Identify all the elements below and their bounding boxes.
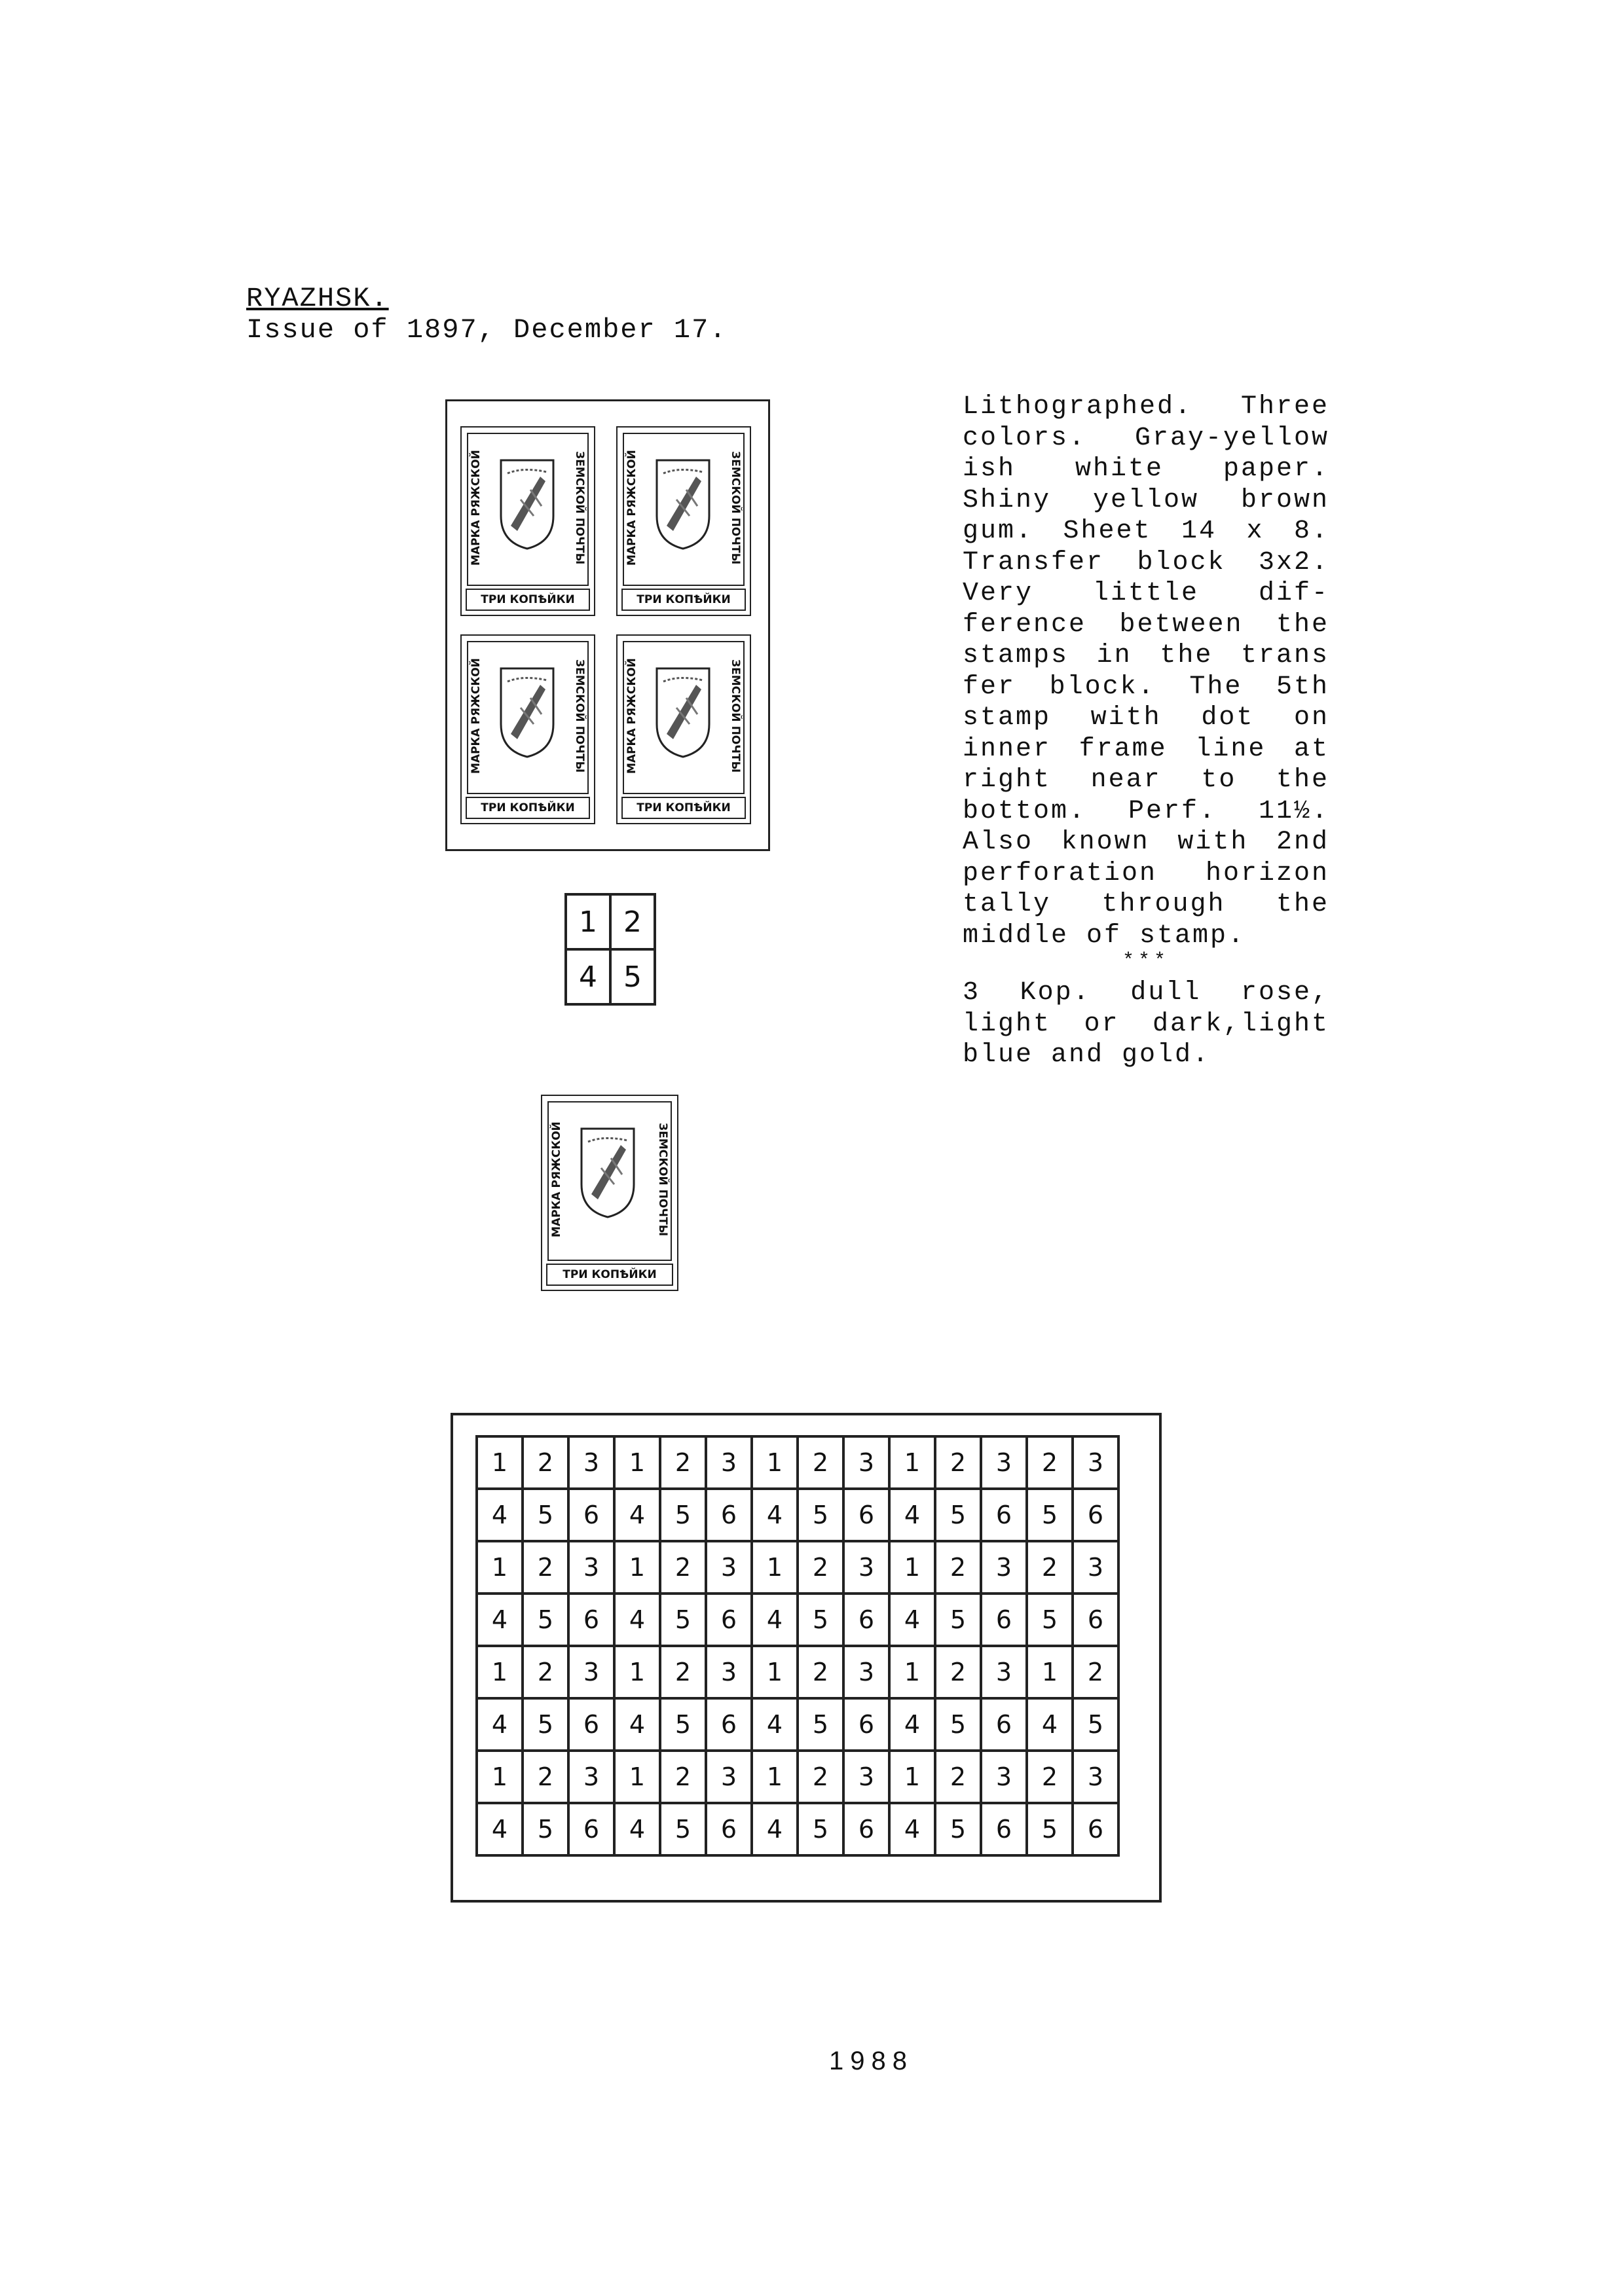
description-line: stamp with dot on: [963, 703, 1329, 733]
sheet-cell: 3: [706, 1646, 752, 1698]
stamp-image: [616, 634, 751, 824]
sheet-cell: 2: [1027, 1541, 1073, 1594]
stamp-image: [616, 426, 751, 616]
description-line: Lithographed. Three: [963, 392, 1329, 422]
sheet-cell: 2: [935, 1436, 981, 1489]
sheet-cell: 1: [614, 1646, 660, 1698]
sheet-cell: 2: [660, 1751, 706, 1803]
table-row: [477, 1803, 1118, 1855]
sheet-cell: 1: [477, 1436, 523, 1489]
coat-of-arms-icon: [494, 454, 560, 552]
sheet-cell: 1: [614, 1541, 660, 1594]
coat-of-arms-icon: [494, 662, 560, 760]
sheet-cell: 6: [568, 1489, 614, 1541]
sheet-cell: 5: [798, 1803, 843, 1855]
description-line: inner frame line at: [963, 734, 1329, 764]
description-line: Transfer block 3x2.: [963, 547, 1329, 577]
table-row: [477, 1489, 1118, 1541]
sheet-cell: 6: [706, 1803, 752, 1855]
table-row: [477, 1594, 1118, 1646]
stamp-block-of-four: [445, 399, 770, 851]
sheet-cell: 3: [706, 1436, 752, 1489]
sheet-cell: 4: [614, 1803, 660, 1855]
coat-of-arms-icon: [650, 454, 716, 552]
sheet-cell: 1: [889, 1646, 935, 1698]
sheet-cell: 3: [981, 1646, 1027, 1698]
sheet-cell: 6: [843, 1698, 889, 1751]
sheet-cell: 6: [981, 1698, 1027, 1751]
sheet-cell: 5: [935, 1803, 981, 1855]
sheet-cell: 6: [568, 1594, 614, 1646]
sheet-cell: 2: [1027, 1436, 1073, 1489]
page-heading: [246, 283, 728, 346]
sheet-cell: 2: [798, 1541, 843, 1594]
sheet-cell: 5: [935, 1489, 981, 1541]
description-line: tally through the: [963, 890, 1329, 919]
sheet-cell: 5: [1027, 1489, 1073, 1541]
sheet-cell: 6: [568, 1803, 614, 1855]
sheet-cell: 1: [614, 1436, 660, 1489]
sheet-cell: 5: [798, 1698, 843, 1751]
sheet-cell: 2: [935, 1751, 981, 1803]
sheet-cell: 3: [843, 1751, 889, 1803]
sheet-layout-diagram: [451, 1413, 1162, 1903]
sheet-cell: 5: [660, 1698, 706, 1751]
sheet-cell: 3: [843, 1436, 889, 1489]
description-line: colors. Gray-yellow: [963, 423, 1329, 453]
stamp-value-text: ТРИ КОПѢЙКИ: [621, 589, 746, 611]
sheet-cell: 1: [477, 1646, 523, 1698]
sheet-cell: 1: [889, 1751, 935, 1803]
table-row: [477, 1541, 1118, 1594]
sheet-cell: 2: [523, 1436, 568, 1489]
color-line: blue and gold.: [963, 1040, 1211, 1070]
sheet-cell: 5: [798, 1489, 843, 1541]
sheet-cell: 2: [660, 1646, 706, 1698]
sheet-cell: 3: [1073, 1751, 1118, 1803]
table-row: [477, 1646, 1118, 1698]
sheet-cell: 5: [1073, 1698, 1118, 1751]
sheet-cell: 6: [568, 1698, 614, 1751]
transfer-cell: 1: [566, 894, 610, 949]
table-row: [477, 1698, 1118, 1751]
description-lines: [963, 392, 1329, 951]
sheet-cell: 5: [523, 1803, 568, 1855]
sheet-cell: 4: [1027, 1698, 1073, 1751]
sheet-cell: 3: [568, 1646, 614, 1698]
sheet-cell: 3: [1073, 1436, 1118, 1489]
sheet-cell: 5: [660, 1803, 706, 1855]
sheet-cell: 6: [706, 1489, 752, 1541]
sheet-cell: 1: [752, 1751, 798, 1803]
stamp-value-text: ТРИ КОПѢЙКИ: [621, 797, 746, 819]
sheet-cell: 6: [843, 1803, 889, 1855]
page-title: RYAZHSK.: [246, 283, 389, 314]
sheet-cell: 2: [798, 1751, 843, 1803]
description-line: Shiny yellow brown: [963, 485, 1329, 515]
description-line: ish white paper.: [963, 454, 1329, 484]
description-line: Also known with 2nd: [963, 828, 1329, 857]
stamp-value-text: ТРИ КОПѢЙКИ: [466, 589, 590, 611]
sheet-cell: 2: [523, 1646, 568, 1698]
stamp-left-text: МАРКА РЯЖСКОЙ: [625, 658, 638, 774]
description-line: fer block. The 5th: [963, 672, 1329, 702]
sheet-cell: 3: [981, 1436, 1027, 1489]
sheet-cell: 6: [1073, 1803, 1118, 1855]
sheet-cell: 3: [568, 1541, 614, 1594]
stamp-value-text: ТРИ КОПѢЙКИ: [546, 1264, 673, 1286]
sheet-cell: 5: [523, 1594, 568, 1646]
sheet-cell: 2: [660, 1541, 706, 1594]
sheet-cell: 6: [843, 1594, 889, 1646]
stamp-right-text: ЗЕМСКОЙ ПОЧТЫ: [656, 1123, 669, 1237]
stamp-image: [541, 1095, 678, 1291]
sheet-cell: 3: [568, 1436, 614, 1489]
sheet-cell: 2: [935, 1541, 981, 1594]
sheet-cell: 3: [981, 1751, 1027, 1803]
sheet-cell: 1: [477, 1541, 523, 1594]
sheet-cell: 6: [981, 1803, 1027, 1855]
sheet-cell: 6: [981, 1489, 1027, 1541]
color-line: 3 Kop. dull rose,: [963, 978, 1329, 1008]
transfer-cell: 4: [566, 949, 610, 1004]
sheet-cell: 4: [889, 1803, 935, 1855]
description-line: middle of stamp.: [963, 920, 1246, 951]
sheet-cell: 6: [981, 1594, 1027, 1646]
sheet-cell: 2: [798, 1646, 843, 1698]
sheet-cell: 4: [752, 1594, 798, 1646]
sheet-cell: 2: [660, 1436, 706, 1489]
sheet-cell: 6: [1073, 1489, 1118, 1541]
sheet-cell: 1: [752, 1436, 798, 1489]
sheet-cell: 2: [798, 1436, 843, 1489]
sheet-cell: 4: [752, 1803, 798, 1855]
sheet-cell: 5: [935, 1698, 981, 1751]
sheet-cell: 3: [843, 1646, 889, 1698]
stamp-right-text: ЗЕМСКОЙ ПОЧТЫ: [573, 659, 586, 773]
sheet-cell: 3: [706, 1541, 752, 1594]
description-line: ference between the: [963, 610, 1329, 640]
table-row: [566, 949, 655, 1004]
sheet-cell: 4: [752, 1489, 798, 1541]
sheet-cell: 3: [706, 1751, 752, 1803]
sheet-cell: 1: [752, 1541, 798, 1594]
transfer-cell: 5: [610, 949, 655, 1004]
sheet-cell: 2: [935, 1646, 981, 1698]
sheet-cell: 2: [523, 1541, 568, 1594]
stamp-value-text: ТРИ КОПѢЙКИ: [466, 797, 590, 819]
description-line: bottom. Perf. 11½.: [963, 796, 1329, 826]
sheet-cell: 1: [752, 1646, 798, 1698]
stamp-left-text: МАРКА РЯЖСКОЙ: [550, 1121, 563, 1238]
sheet-cell: 1: [614, 1751, 660, 1803]
stamp-image: [460, 634, 595, 824]
table-row: [477, 1436, 1118, 1489]
description-line: right near to the: [963, 765, 1329, 795]
sheet-cell: 5: [798, 1594, 843, 1646]
coat-of-arms-icon: [650, 662, 716, 760]
description-line: stamps in the trans: [963, 641, 1329, 670]
stamp-image: [460, 426, 595, 616]
sheet-cell: 4: [889, 1489, 935, 1541]
table-row: [566, 894, 655, 949]
sheet-cell: 4: [477, 1594, 523, 1646]
sheet-cell: 5: [935, 1594, 981, 1646]
sheet-cell: 4: [477, 1803, 523, 1855]
sheet-cell: 4: [889, 1698, 935, 1751]
sheet-cell: 5: [523, 1489, 568, 1541]
sheet-cell: 6: [706, 1594, 752, 1646]
description-line: gum. Sheet 14 x 8.: [963, 517, 1329, 546]
stamp-left-text: МАРКА РЯЖСКОЙ: [470, 450, 483, 566]
transfer-cell: 2: [610, 894, 655, 949]
sheet-cell: 2: [523, 1751, 568, 1803]
sheet-cell: 1: [889, 1436, 935, 1489]
sheet-cell: 6: [843, 1489, 889, 1541]
sheet-cell: 3: [568, 1751, 614, 1803]
description-line: Very little dif-: [963, 579, 1329, 608]
sheet-cell: 2: [1027, 1751, 1073, 1803]
page-number: 1988: [829, 2047, 913, 2075]
separator-stars: ***: [1122, 950, 1170, 972]
sheet-cell: 5: [660, 1489, 706, 1541]
sheet-cell: 5: [660, 1594, 706, 1646]
table-row: [477, 1751, 1118, 1803]
coat-of-arms-icon: [575, 1122, 640, 1220]
sheet-cell: 6: [1073, 1594, 1118, 1646]
single-stamp: [541, 1095, 678, 1291]
sheet-cell: 2: [1073, 1646, 1118, 1698]
sheet-cell: 1: [477, 1751, 523, 1803]
sheet-cell: 1: [1027, 1646, 1073, 1698]
issue-date: Issue of 1897, December 17.: [246, 314, 728, 346]
sheet-cell: 6: [706, 1698, 752, 1751]
stamp-right-text: ЗЕМСКОЙ ПОЧТЫ: [729, 451, 742, 565]
stamp-right-text: ЗЕМСКОЙ ПОЧТЫ: [729, 659, 742, 773]
stamp-left-text: МАРКА РЯЖСКОЙ: [470, 658, 483, 774]
stamp-left-text: МАРКА РЯЖСКОЙ: [625, 450, 638, 566]
sheet-cell: 4: [614, 1594, 660, 1646]
sheet-cell: 1: [889, 1541, 935, 1594]
sheet-cell: 5: [523, 1698, 568, 1751]
sheet-cell: 4: [752, 1698, 798, 1751]
sheet-cell: 4: [477, 1698, 523, 1751]
stamp-right-text: ЗЕМСКОЙ ПОЧТЫ: [573, 451, 586, 565]
transfer-block-diagram: [564, 893, 656, 1006]
color-line: light or dark,light: [963, 1009, 1329, 1039]
sheet-cell: 4: [477, 1489, 523, 1541]
sheet-cell: 3: [981, 1541, 1027, 1594]
sheet-cell: 3: [843, 1541, 889, 1594]
description-line: perforation horizon: [963, 858, 1329, 888]
sheet-cell: 3: [1073, 1541, 1118, 1594]
sheet-cell: 5: [1027, 1803, 1073, 1855]
stamp-description: [963, 392, 1329, 1071]
sheet-cell: 4: [614, 1489, 660, 1541]
sheet-cell: 5: [1027, 1594, 1073, 1646]
sheet-table: [475, 1435, 1120, 1857]
sheet-cell: 4: [614, 1698, 660, 1751]
sheet-cell: 4: [889, 1594, 935, 1646]
